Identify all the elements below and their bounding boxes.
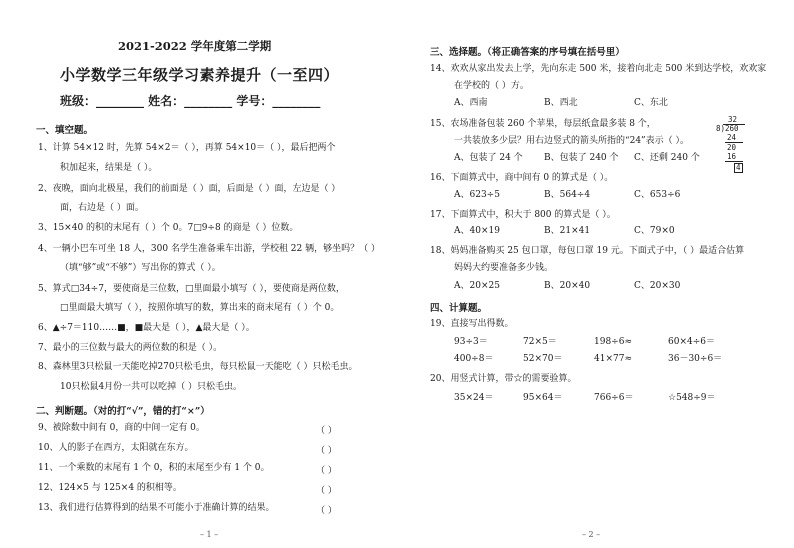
q16-option-c: C、653÷6 — [634, 190, 681, 200]
section1-heading: 一、填空题。 — [36, 125, 94, 136]
q14-option-c: C、东北 — [634, 98, 668, 108]
q20-item-2: 95×64＝ — [523, 393, 563, 403]
division-remainder: 4 — [736, 163, 741, 172]
q14-option-a: A、西南 — [454, 98, 488, 108]
q6-text: 6、▲÷7＝110……■，■最大是（ ），▲最大是（ ）。 — [38, 323, 255, 333]
q1-line1: 1、计算 54×12 时，先算 54×2＝（ ），再算 54×10＝（ ），最后把两个 — [38, 143, 336, 153]
q20-item-3: 766÷6＝ — [594, 393, 634, 403]
section4-heading: 四、计算题。 — [430, 303, 488, 314]
q2-line2: 面，右边是（ ）面。 — [60, 203, 144, 213]
q17-option-a: A、40×19 — [454, 226, 500, 236]
division-row3: 20 — [727, 143, 737, 152]
section2-heading: 二、判断题。（对的打“√”，错的打“×”） — [36, 406, 210, 417]
q5-line1: 5、算式□34÷7，要使商是三位数，□里面最小填写（ ），要使商是两位数， — [38, 284, 345, 294]
q9-answer-paren: （ ） — [316, 426, 337, 436]
q1-line2: 积加起来，结果是（ ）。 — [60, 163, 158, 173]
q15-line2: 一共装放多少层？用右边竖式的箭头所指的“24”表示（ ）。 — [454, 136, 690, 146]
q16-text: 16、下面算式中，商中间有 0 的算式是（ ）。 — [430, 173, 614, 183]
q9-text: 9、被除数中间有 0，商的中间一定有 0。 — [38, 423, 205, 433]
q19-item-6: 52×70＝ — [523, 354, 563, 364]
q13-text: 13、我们进行估算得到的结果不可能小于准确计算的结果。 — [38, 503, 275, 513]
division-line2 — [725, 161, 743, 162]
q15-option-b: B、包装了 240 个 — [544, 153, 619, 163]
q2-line1: 2、夜晚，面向北极星，我们的前面是（ ）面，后面是（ ）面，左边是（ ） — [38, 184, 341, 194]
q17-option-b: B、21×41 — [544, 226, 591, 236]
q19-item-4: 60×4÷6＝ — [668, 337, 715, 347]
q19-text: 19、直接写出得数。 — [430, 319, 514, 329]
q19-item-5: 400÷8＝ — [454, 354, 494, 364]
q14-line2: 在学校的（ ）方。 — [454, 81, 529, 91]
page-title: 小学数学三年级学习素养提升（一至四） — [60, 66, 340, 84]
year-term: 2021-2022 学年度第二学期 — [118, 39, 272, 53]
q4-line1: 4、一辆小巴车可坐 18 人，300 名学生准备乘车出游，学校租 22 辆，够坐吗？（ ） — [38, 244, 380, 254]
q18-option-a: A、20×25 — [454, 281, 500, 291]
q18-line2: 妈妈大约要准备多少钱。 — [454, 263, 554, 273]
q18-option-b: B、20×40 — [544, 281, 591, 291]
q18-line1: 18、妈妈准备购买 25 包口罩，每包口罩 19 元。下面式子中，（ ）最适合估算 — [430, 246, 745, 256]
page-number-right: – 2 – — [582, 530, 601, 539]
q11-text: 11、一个乘数的末尾有 1 个 0，积的末尾至少有 1 个 0。 — [38, 463, 270, 473]
section3-heading: 三、选择题。（将正确答案的序号填在括号里） — [430, 47, 625, 58]
q10-text: 10、人的影子在西方，太阳就在东方。 — [38, 443, 194, 453]
q12-answer-paren: （ ） — [316, 486, 337, 496]
division-row2: 24 — [727, 133, 737, 142]
division-quotient: 32 — [728, 115, 738, 124]
q11-answer-paren: （ ） — [316, 466, 337, 476]
q18-option-c: C、20×30 — [634, 281, 681, 291]
q4-line2: （填“够”或“不够”）写出你的算式（ ）。 — [60, 263, 221, 273]
q15-option-a: A、包装了 24 个 — [454, 153, 523, 163]
q14-option-b: B、西北 — [544, 98, 578, 108]
q12-text: 12、124×5 与 125×4 的积相等。 — [38, 483, 182, 493]
q3-text: 3、15×40 的积的末尾有（ ）个 0。7□9÷8 的商是（ ）位数。 — [38, 223, 299, 233]
q19-item-8: 36－30÷6＝ — [668, 354, 723, 364]
q17-text: 17、下面算式中，积大于 800 的算式是（ ）。 — [430, 210, 616, 220]
q8-line1: 8、森林里3只松鼠一天能吃掉270只松毛虫，每只松鼠一天能吃（ ）只松毛虫。 — [38, 362, 358, 372]
q19-item-3: 198÷6≈ — [594, 337, 632, 347]
division-dividend: 8)260 — [716, 124, 739, 133]
q7-text: 7、最小的三位数与最大的两位数的积是（ ）。 — [38, 343, 223, 353]
q19-item-7: 41×77≈ — [594, 354, 632, 364]
q16-option-b: B、564÷4 — [544, 190, 591, 200]
q16-option-a: A、623÷5 — [454, 190, 500, 200]
long-division-figure — [716, 116, 748, 180]
q5-line2: □里面最大填写（ ），按照你填写的数，算出来的商末尾有（ ）个 0。 — [60, 303, 340, 313]
q20-item-4: ☆548÷9＝ — [668, 393, 716, 403]
student-info-line: 班级：________ 姓名：________ 学号：________ — [60, 94, 321, 108]
q15-line1: 15、农场准备包装 260 个苹果，每层纸盒最多装 8 个， — [430, 119, 656, 129]
q19-item-2: 72×5＝ — [523, 337, 557, 347]
q13-answer-paren: （ ） — [316, 506, 337, 516]
q15-option-c: C、还剩 240 个 — [634, 153, 700, 163]
q20-item-1: 35×24＝ — [454, 393, 494, 403]
page-number-left: – 1 – — [200, 530, 219, 539]
q17-option-c: C、79×0 — [634, 226, 675, 236]
division-row4: 16 — [727, 152, 737, 161]
q8-line2: 10只松鼠4月份一共可以吃掉（ ）只松毛虫。 — [60, 382, 243, 392]
q14-line1: 14、欢欢从家出发去上学，先向东走 500 米，接着向北走 500 米到达学校，欢欢家 — [430, 64, 767, 74]
q10-answer-paren: （ ） — [316, 446, 337, 456]
q20-text: 20、用竖式计算，带☆的需要验算。 — [430, 374, 577, 384]
q19-item-1: 93÷3＝ — [454, 337, 488, 347]
